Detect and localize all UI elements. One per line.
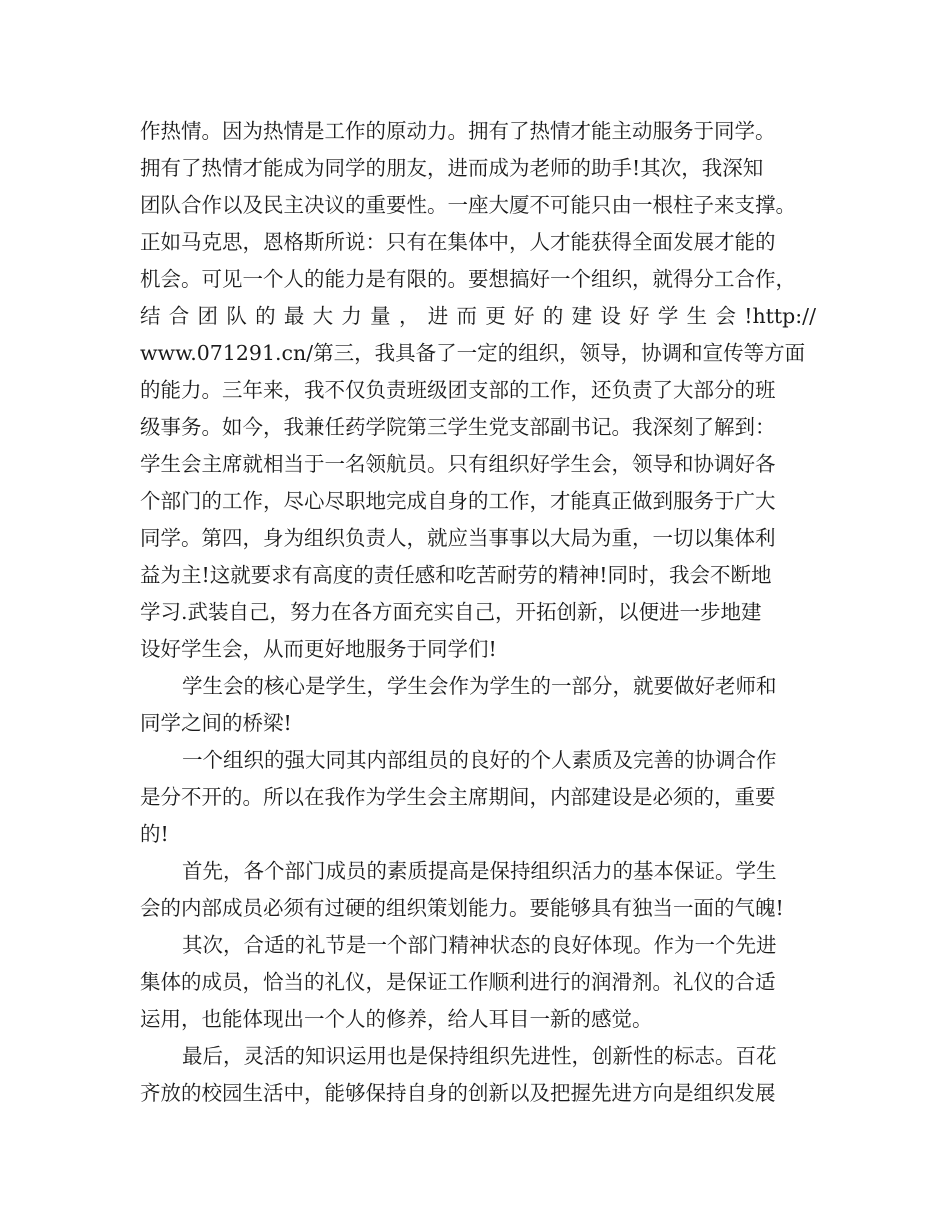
text-line: 的! [140, 822, 169, 846]
text-line: 同学。第四，身为组织负责人，就应当事事以大局为重，一切以集体利 [140, 526, 776, 550]
text-line: 结合团队的最大力量，进而更好的建设好学生会!http:// [140, 304, 816, 328]
text-line: 级事务。如今，我兼任药学院第三学生党支部副书记。我深刻了解到： [140, 415, 776, 439]
text-line: 首先，各个部门成员的素质提高是保持组织活力的基本保证。学生 [182, 859, 777, 883]
text-line: 益为主!这就要求有高度的责任感和吃苦耐劳的精神!同时，我会不断地 [140, 563, 772, 587]
text-line: 集体的成员，恰当的礼仪，是保证工作顺利进行的润滑剂。礼仪的合适 [140, 970, 776, 994]
text-line: 学习.武装自己，努力在各方面充实自己，开拓创新，以便进一步地建 [140, 600, 762, 624]
text-line: 团队合作以及民主决议的重要性。一座大厦不可能只由一根柱子来支撑。 [140, 193, 796, 217]
text-line: 最后，灵活的知识运用也是保持组织先进性，创新性的标志。百花 [182, 1044, 777, 1068]
text-line: 的能力。三年来，我不仅负责班级团支部的工作，还负责了大部分的班 [140, 378, 776, 402]
text-line: 作热情。因为热情是工作的原动力。拥有了热情才能主动服务于同学。 [140, 119, 776, 143]
text-line: 正如马克思，恩格斯所说：只有在集体中，人才能获得全面发展才能的 [140, 230, 776, 254]
text-line: 齐放的校园生活中，能够保持自身的创新以及把握先进方向是组织发展 [140, 1081, 776, 1105]
text-line: 会的内部成员必须有过硬的组织策划能力。要能够具有独当一面的气魄! [140, 896, 784, 920]
text-line: 运用，也能体现出一个人的修养，给人耳目一新的感觉。 [140, 1007, 653, 1031]
text-line: 学生会的核心是学生，学生会作为学生的一部分，就要做好老师和 [182, 674, 777, 698]
text-line: 是分不开的。所以在我作为学生会主席期间，内部建设是必须的，重要 [140, 785, 776, 809]
text-line: 设好学生会，从而更好地服务于同学们! [140, 637, 497, 661]
text-line: 同学之间的桥梁! [140, 711, 292, 735]
text-line: 个部门的工作，尽心尽职地完成自身的工作，才能真正做到服务于广大 [140, 489, 776, 513]
text-line: www.071291.cn/第三，我具备了一定的组织，领导，协调和宣传等方面 [140, 341, 806, 365]
text-line: 一个组织的强大同其内部组员的良好的个人素质及完善的协调合作 [182, 748, 777, 772]
document-page [140, 113, 816, 1113]
document-body [140, 113, 816, 1112]
text-line: 其次，合适的礼节是一个部门精神状态的良好体现。作为一个先进 [182, 933, 777, 957]
text-line: 机会。可见一个人的能力是有限的。要想搞好一个组织，就得分工合作， [140, 267, 796, 291]
text-line: 拥有了热情才能成为同学的朋友，进而成为老师的助手!其次，我深知 [140, 156, 764, 180]
text-line: 学生会主席就相当于一名领航员。只有组织好学生会，领导和协调好各 [140, 452, 776, 476]
